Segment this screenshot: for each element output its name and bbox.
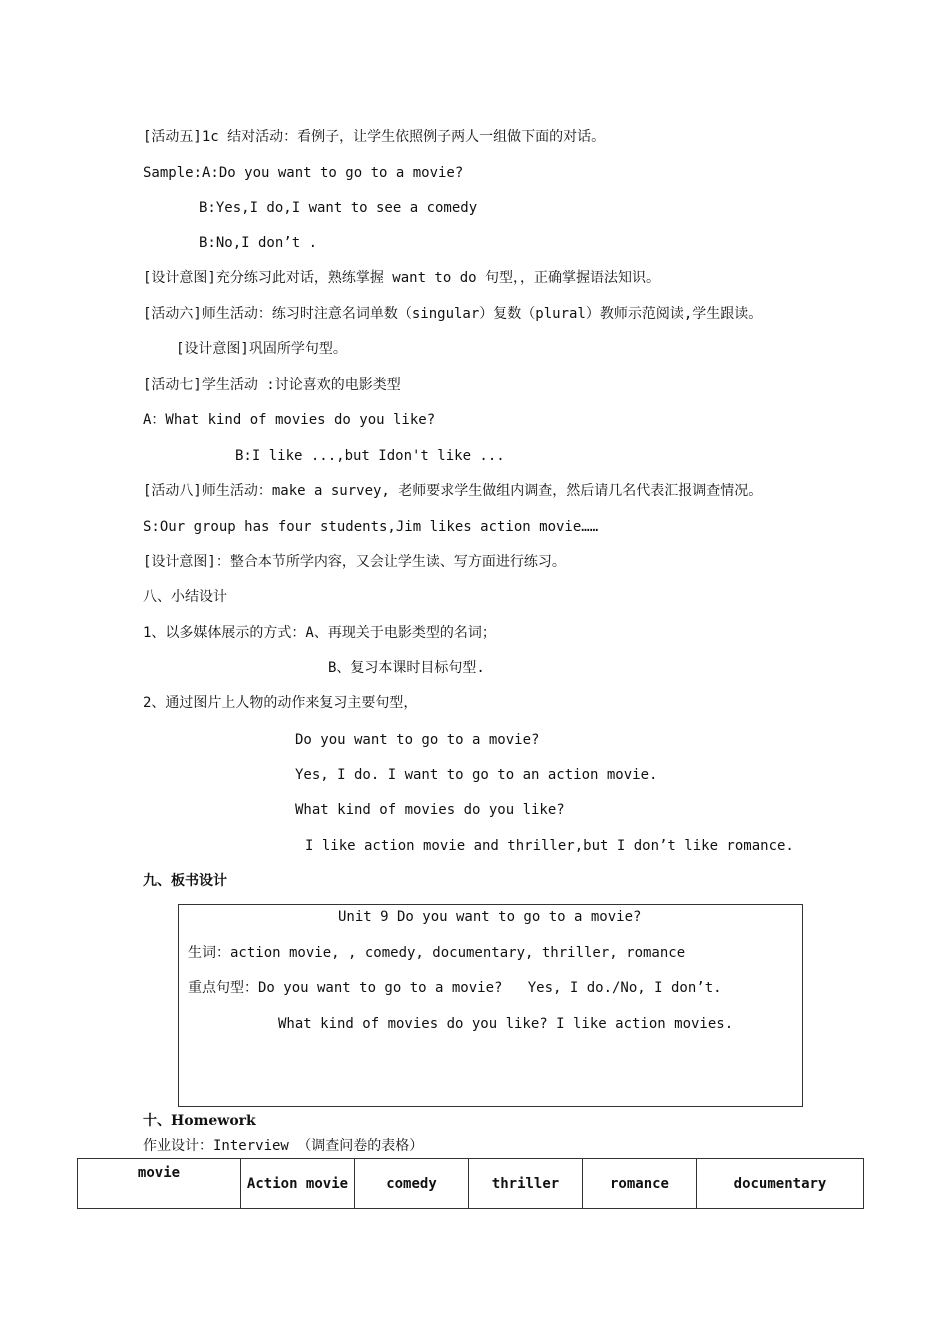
table-header-cell: comedy [355,1159,469,1209]
summary-heading: 八、小结设计 [143,589,227,605]
summary-sentence-1: Do you want to go to a movie? [295,732,540,748]
summary-item-1b: B、复习本课时目标句型. [328,660,485,676]
blackboard-design-box [178,904,803,1107]
table-header-cell: Action movie [241,1159,355,1209]
activity8-sample: S:Our group has four students,Jim likes action movie…… [143,519,599,535]
sample-b1-line: B:Yes,I do,I want to see a comedy [199,200,478,216]
activity7-question: A：What kind of movies do you like? [143,412,436,428]
interview-table [77,1158,864,1209]
sample-a-line: Sample:A:Do you want to go to a movie? [143,165,464,181]
activity7-answer: B:I like ...,but Idon't like ... [235,448,505,464]
summary-sentence-4: I like action movie and thriller,but I don’t like romance. [305,838,794,854]
activity6-line: [活动六]师生活动：练习时注意名词单数（singular）复数（plural）教师示范阅读,学生跟读。 [143,306,763,322]
activity8-line: [活动八]师生活动：make a survey, 老师要求学生做组内调查，然后请几名代表汇报调查情况。 [143,483,763,499]
table-header-cell: movie [78,1159,241,1209]
homework-description: 作业设计：Interview （调查问卷的表格） [143,1138,424,1154]
board-key-sentences: 重点句型：Do you want to go to a movie? Yes, I do./No, I don’t. [188,980,722,996]
board-title: Unit 9 Do you want to go to a movie? [338,909,642,925]
summary-item-2: 2、通过图片上人物的动作来复习主要句型， [143,695,418,711]
design-intent-5: [设计意图]充分练习此对话，熟练掌握 want to do 句型，，正确掌握语法知识。 [143,270,661,286]
summary-sentence-3: What kind of movies do you like? [295,802,565,818]
table-header-cell: thriller [469,1159,583,1209]
summary-sentence-2: Yes, I do. I want to go to an action movie. [295,767,658,783]
table-header-cell: romance [583,1159,697,1209]
board-key-sentences-2: What kind of movies do you like? I like action movies. [278,1016,734,1032]
board-vocabulary: 生词：action movie, , comedy, documentary, thriller, romance [188,945,686,961]
design-intent-8: [设计意图]：整合本节所学内容，又会让学生读、写方面进行练习。 [143,554,566,570]
table-row [78,1159,864,1209]
board-heading: 九、板书设计 [143,873,227,889]
homework-heading: 十、Homework [143,1113,256,1129]
summary-item-1: 1、以多媒体展示的方式：A、再现关于电影类型的名词； [143,625,496,641]
table-header-cell: documentary [697,1159,864,1209]
design-intent-6: [设计意图]巩固所学句型。 [176,341,347,357]
sample-b2-line: B:No,I don’t . [199,235,318,251]
activity7-title: [活动七]学生活动 :讨论喜欢的电影类型 [143,377,401,393]
activity5-title: [活动五]1c 结对活动：看例子，让学生依照例子两人一组做下面的对话。 [143,129,606,145]
